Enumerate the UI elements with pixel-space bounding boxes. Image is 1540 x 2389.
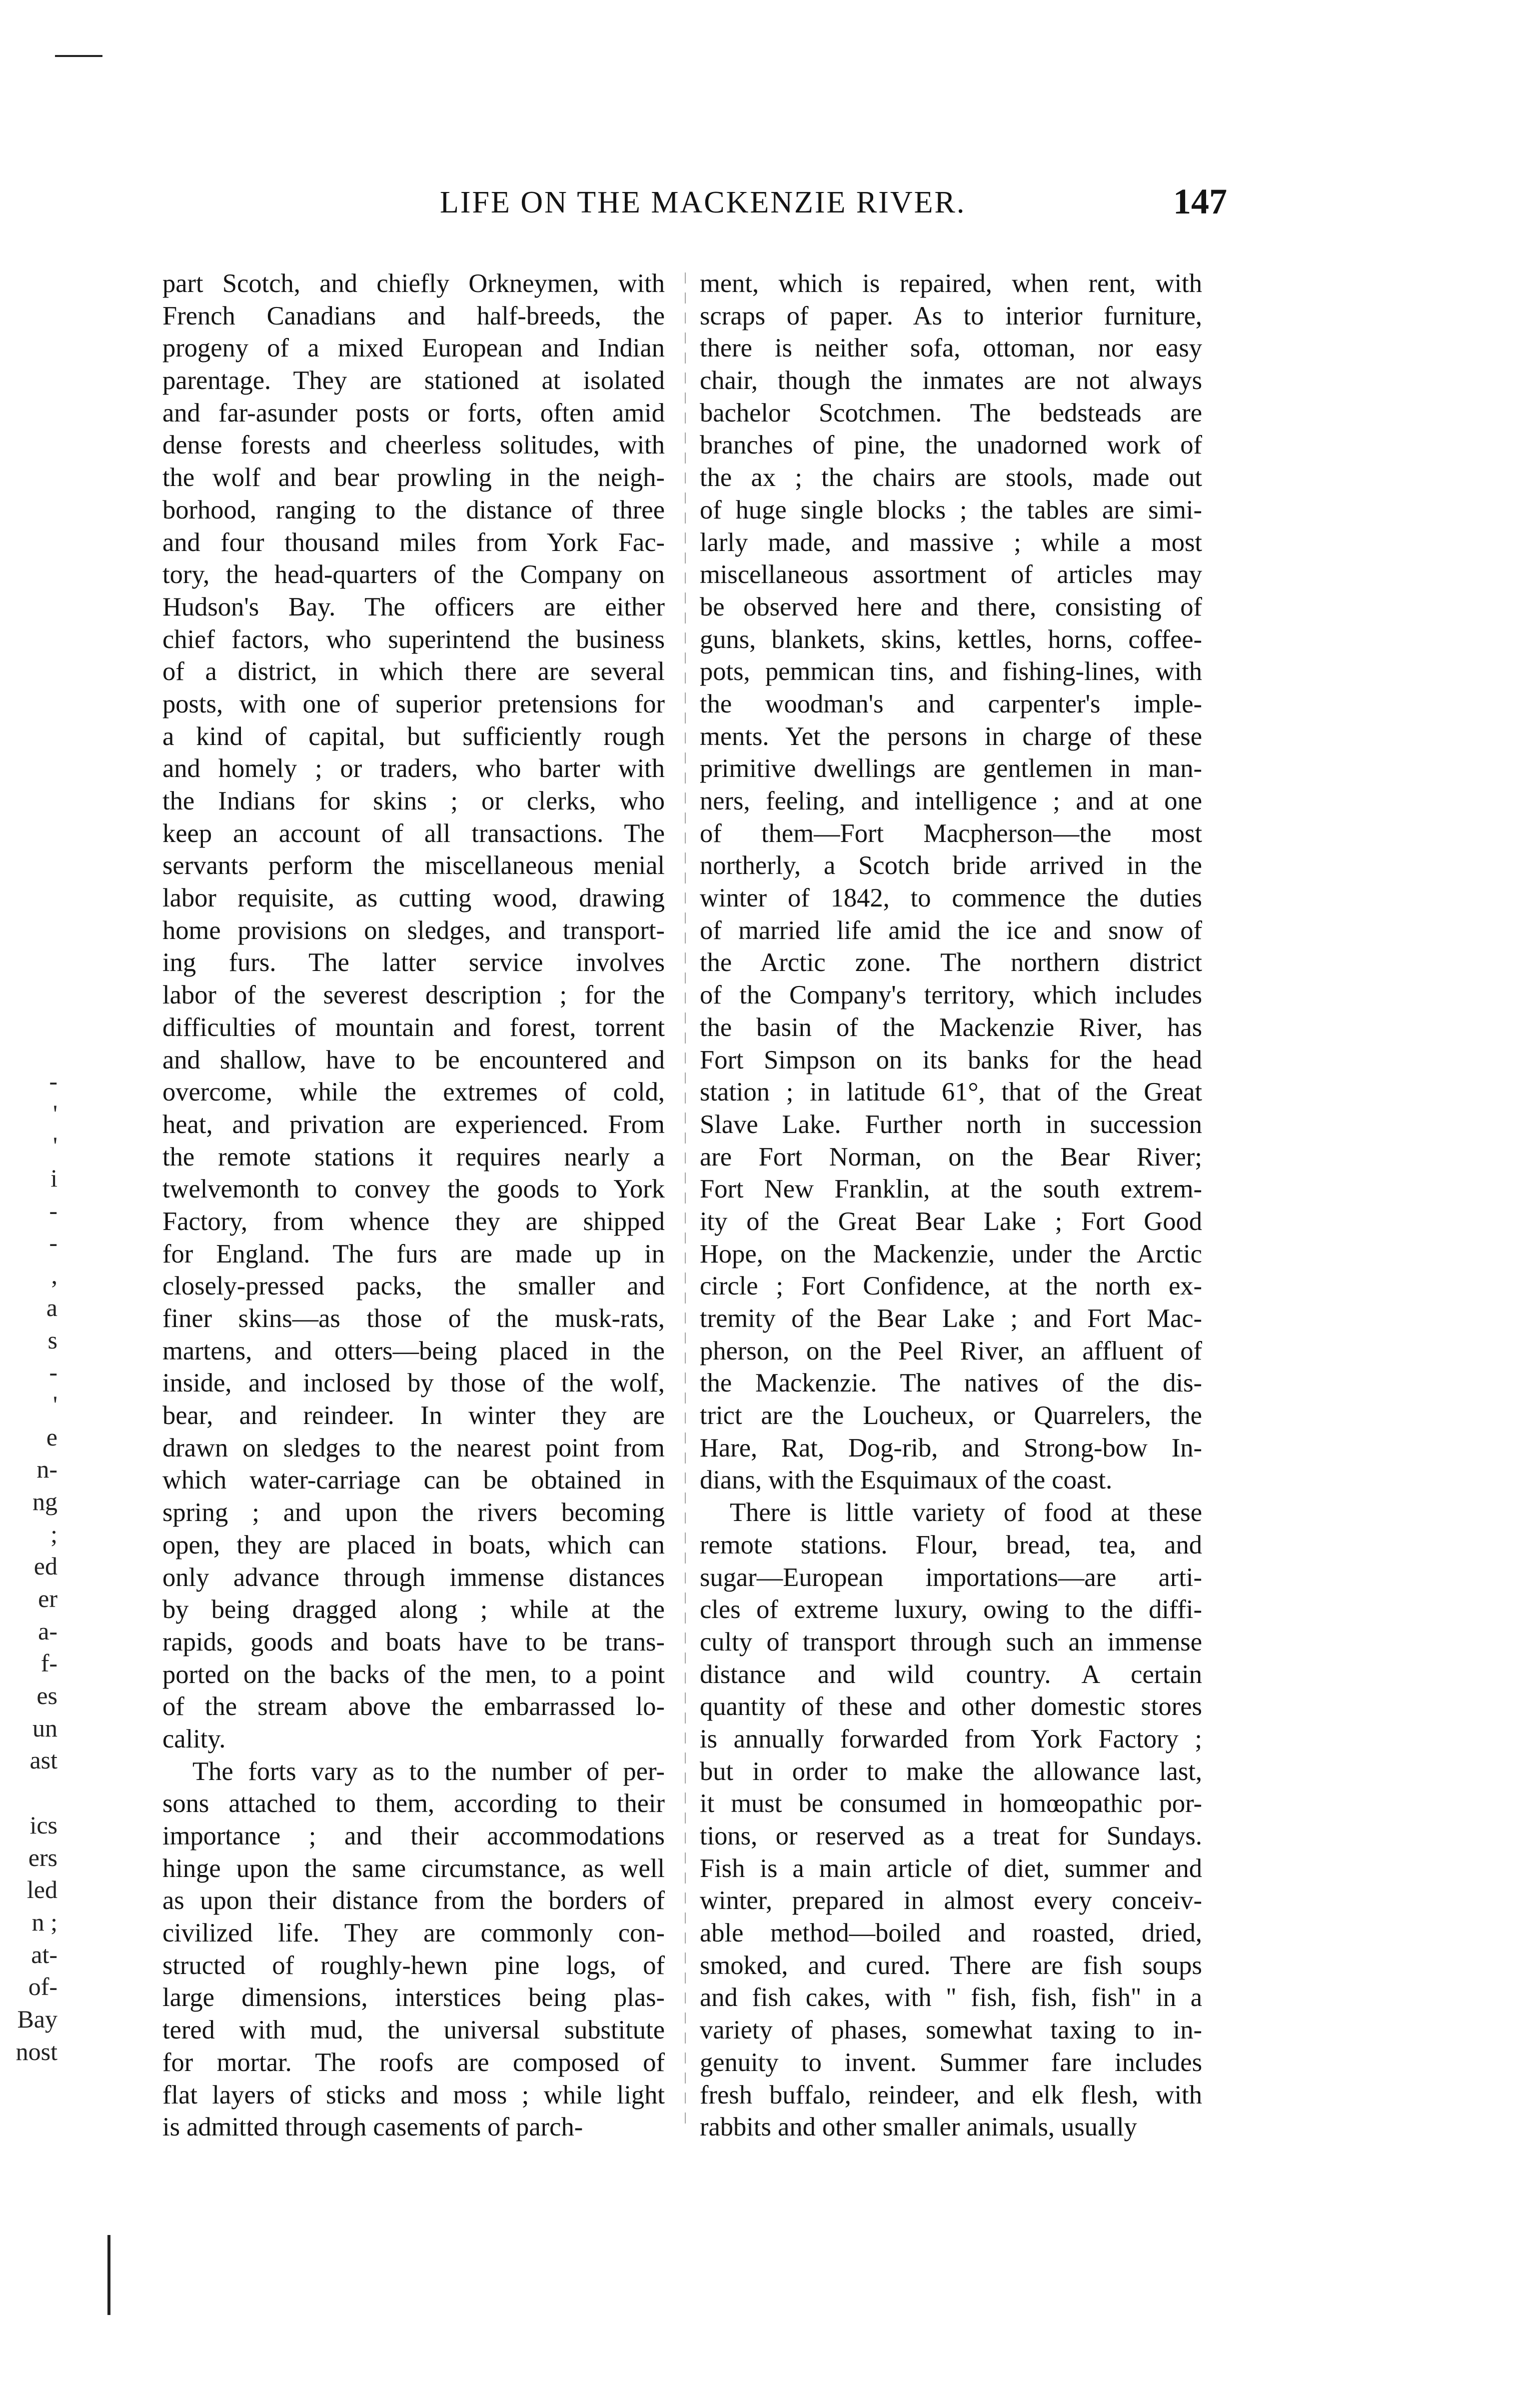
right-column-line: bachelor Scotchmen. The bedsteads are xyxy=(700,398,1202,428)
running-title: LIFE ON THE MACKENZIE RIVER. xyxy=(440,186,966,220)
left-column-line: tered with mud, the universal substitute xyxy=(162,2016,665,2045)
right-column-line: sugar—European importations—are arti- xyxy=(700,1562,1202,1592)
right-column-line: chair, though the inmates are not always xyxy=(700,366,1202,396)
margin-fragment: a- xyxy=(38,1616,57,1645)
margin-fragment: - xyxy=(49,1228,57,1257)
right-column-line: Fort New Franklin, at the south extrem- xyxy=(700,1174,1202,1204)
margin-fragment: nost xyxy=(15,2037,57,2066)
right-column-line: the ax ; the chairs are stools, made out xyxy=(700,463,1202,492)
right-column-line: Hope, on the Mackenzie, under the Arctic xyxy=(700,1239,1202,1268)
column-divider xyxy=(685,272,686,2132)
left-column-line: chief factors, who superintend the business xyxy=(162,624,665,654)
right-column-line: the basin of the Mackenzie River, has xyxy=(700,1012,1202,1042)
left-column-line: only advance through immense distances xyxy=(162,1562,665,1592)
left-column-line: of the stream above the embarrassed lo- xyxy=(162,1692,665,1722)
left-column-line: borhood, ranging to the distance of three xyxy=(162,495,665,524)
right-column-line: there is neither sofa, ottoman, nor easy xyxy=(700,334,1202,363)
right-column-line: branches of pine, the unadorned work of xyxy=(700,430,1202,460)
left-column-line: rapids, goods and boats have to be trans- xyxy=(162,1627,665,1656)
left-column-line: parentage. They are stationed at isolated xyxy=(162,366,665,396)
right-text-column xyxy=(700,268,1202,2144)
left-column-line: is admitted through casements of parch- xyxy=(162,2112,583,2142)
left-column-line: posts, with one of superior pretensions for xyxy=(162,689,665,718)
right-column-line: There is little variety of food at these xyxy=(730,1498,1202,1528)
right-column-line: trict are the Loucheux, or Quarrelers, the xyxy=(700,1401,1202,1430)
right-column-line: tions, or reserved as a treat for Sundays. xyxy=(700,1822,1202,1850)
left-column-line: large dimensions, interstices being plas- xyxy=(162,1983,665,2012)
right-column-line: of huge single blocks ; the tables are simi- xyxy=(700,495,1202,524)
margin-fragment: - xyxy=(49,1067,57,1095)
adjacent-page-margin xyxy=(0,1065,65,2068)
right-column-line: pherson, on the Peel River, an affluent of xyxy=(700,1336,1202,1366)
left-column-line: the Indians for skins ; or clerks, who xyxy=(162,786,665,816)
left-column-line: civilized life. They are commonly con- xyxy=(162,1918,665,1948)
left-column-line: and shallow, have to be encountered and xyxy=(162,1045,665,1074)
left-column-line: which water-carriage can be obtained in xyxy=(162,1466,665,1495)
margin-fragment: ' xyxy=(52,1132,57,1160)
margin-fragment: - xyxy=(49,1358,57,1386)
margin-fragment: es xyxy=(36,1682,57,1710)
left-column-line: Factory, from whence they are shipped xyxy=(162,1206,665,1236)
margin-fragment: e xyxy=(46,1422,57,1451)
right-column-line: quantity of these and other domestic stores xyxy=(700,1692,1202,1722)
right-column-line: larly made, and massive ; while a most xyxy=(700,528,1202,557)
right-column-line: remote stations. Flour, bread, tea, and xyxy=(700,1530,1202,1560)
left-column-line: progeny of a mixed European and Indian xyxy=(162,334,665,363)
margin-fragment xyxy=(0,1776,65,1809)
right-column-line: smoked, and cured. There are fish soups xyxy=(700,1950,1202,1980)
left-column-line: for mortar. The roofs are composed of xyxy=(162,2048,665,2077)
right-column-line: of married life amid the ice and snow of xyxy=(700,916,1202,945)
margin-fragment: a xyxy=(46,1293,57,1322)
right-column-line: Hare, Rat, Dog-rib, and Strong-bow In- xyxy=(700,1433,1202,1462)
left-column-line: open, they are placed in boats, which can xyxy=(162,1530,665,1560)
right-column-line: primitive dwellings are gentlemen in man- xyxy=(700,754,1202,784)
right-column-line: ments. Yet the persons in charge of these xyxy=(700,722,1202,751)
left-column-line: by being dragged along ; while at the xyxy=(162,1595,665,1624)
margin-fragment: er xyxy=(38,1584,57,1612)
right-column-line: and fish cakes, with " fish, fish, fish" in a xyxy=(700,1983,1202,2012)
left-column-line: servants perform the miscellaneous menial xyxy=(162,851,665,880)
margin-fragment: n ; xyxy=(31,1908,57,1936)
left-column-line: a kind of capital, but sufficiently rough xyxy=(162,722,665,751)
right-column-line: Fish is a main article of diet, summer and xyxy=(700,1854,1202,1883)
left-column-line: bear, and reindeer. In winter they are xyxy=(162,1401,665,1430)
left-column-line: of a district, in which there are several xyxy=(162,657,665,686)
left-column-line: French Canadians and half-breeds, the xyxy=(162,301,665,330)
left-column-line: hinge upon the same circumstance, as well xyxy=(162,1854,665,1883)
margin-fragment: ics xyxy=(29,1810,57,1839)
right-column-line: distance and wild country. A certain xyxy=(700,1660,1202,1689)
right-column-line: scraps of paper. As to interior furniture, xyxy=(700,301,1202,330)
left-column-line: martens, and otters—being placed in the xyxy=(162,1336,665,1366)
right-column-line: genuity to invent. Summer fare includes xyxy=(700,2048,1202,2077)
left-column-line: as upon their distance from the borders of xyxy=(162,1886,665,1916)
left-column-line: spring ; and upon the rivers becoming xyxy=(162,1498,665,1528)
right-column-line: ners, feeling, and intelligence ; and at one xyxy=(700,786,1202,816)
left-column-line: tory, the head-quarters of the Company on xyxy=(162,560,665,590)
margin-fragment: i xyxy=(50,1164,57,1192)
right-column-line: the Mackenzie. The natives of the dis- xyxy=(700,1368,1202,1398)
right-column-line: winter of 1842, to commence the duties xyxy=(700,884,1202,913)
margin-fragment: Bay xyxy=(17,2004,57,2033)
right-column-line: pots, pemmican tins, and fishing-lines, with xyxy=(700,657,1202,686)
left-column-line: dense forests and cheerless solitudes, with xyxy=(162,430,665,460)
right-column-line: tremity of the Bear Lake ; and Fort Mac- xyxy=(700,1304,1202,1333)
right-column-line: the Arctic zone. The northern district xyxy=(700,948,1202,978)
left-column-line: and homely ; or traders, who barter with xyxy=(162,754,665,784)
right-column-line: is annually forwarded from York Factory ; xyxy=(700,1724,1202,1754)
right-column-line: circle ; Fort Confidence, at the north ex- xyxy=(700,1272,1202,1301)
left-column-line: finer skins—as those of the musk-rats, xyxy=(162,1304,665,1333)
left-column-line: part Scotch, and chiefly Orkneymen, with xyxy=(162,269,665,298)
left-text-column xyxy=(162,268,665,2144)
left-column-line: drawn on sledges to the nearest point from xyxy=(162,1433,665,1462)
margin-fragment: ng xyxy=(32,1487,57,1516)
margin-fragment: - xyxy=(49,1196,57,1224)
right-column-line: the woodman's and carpenter's imple- xyxy=(700,689,1202,718)
right-column-line: winter, prepared in almost every conceiv- xyxy=(700,1886,1202,1916)
margin-fragment: f- xyxy=(40,1649,57,1678)
right-column-line: able method—boiled and roasted, dried, xyxy=(700,1918,1202,1948)
margin-fragment: led xyxy=(26,1876,57,1904)
margin-fragment: ast xyxy=(29,1746,57,1774)
margin-fragment: of- xyxy=(28,1972,57,2001)
left-column-line: keep an account of all transactions. The xyxy=(162,818,665,848)
left-column-line: labor of the severest description ; for the xyxy=(162,980,665,1010)
margin-fragment: ; xyxy=(50,1520,57,1548)
left-column-line: cality. xyxy=(162,1724,226,1754)
binding-mark-bottom xyxy=(107,2235,110,2315)
left-column-line: heat, and privation are experienced. From xyxy=(162,1110,665,1139)
right-column-line: rabbits and other smaller animals, usually xyxy=(700,2112,1137,2142)
right-column-line: guns, blankets, skins, kettles, horns, coffee- xyxy=(700,624,1202,654)
margin-fragment: ' xyxy=(52,1099,57,1128)
right-column-line: of the Company's territory, which includes xyxy=(700,980,1202,1010)
margin-fragment: s xyxy=(47,1326,57,1354)
left-column-line: twelvemonth to convey the goods to York xyxy=(162,1174,665,1204)
right-column-line: station ; in latitude 61°, that of the Great xyxy=(700,1078,1202,1107)
right-column-line: Fort Simpson on its banks for the head xyxy=(700,1045,1202,1074)
left-column-line: home provisions on sledges, and transport- xyxy=(162,916,665,945)
left-column-line: for England. The furs are made up in xyxy=(162,1239,665,1268)
binding-mark-top xyxy=(55,55,102,57)
left-column-line: The forts vary as to the number of per- xyxy=(192,1756,665,1786)
right-column-line: ity of the Great Bear Lake ; Fort Good xyxy=(700,1206,1202,1236)
right-column-line: be observed here and there, consisting of xyxy=(700,592,1202,622)
margin-fragment: at- xyxy=(31,1940,57,1968)
left-column-line: flat layers of sticks and moss ; while light xyxy=(162,2080,665,2110)
left-column-line: and far-asunder posts or forts, often amid xyxy=(162,398,665,428)
margin-fragment: n- xyxy=(36,1455,57,1484)
left-column-line: overcome, while the extremes of cold, xyxy=(162,1078,665,1107)
right-column-line: are Fort Norman, on the Bear River; xyxy=(700,1142,1202,1172)
left-column-line: the wolf and bear prowling in the neigh- xyxy=(162,463,665,492)
left-column-line: importance ; and their accommodations xyxy=(162,1822,665,1850)
margin-fragment: ers xyxy=(28,1843,57,1872)
margin-fragment: ' xyxy=(52,1390,57,1418)
left-column-line: inside, and inclosed by those of the wolf, xyxy=(162,1368,665,1398)
right-column-line: of them—Fort Macpherson—the most xyxy=(700,818,1202,848)
left-column-line: the remote stations it requires nearly a xyxy=(162,1142,665,1172)
right-column-line: fresh buffalo, reindeer, and elk flesh, with xyxy=(700,2080,1202,2110)
right-column-line: ment, which is repaired, when rent, with xyxy=(700,269,1202,298)
margin-fragment: , xyxy=(51,1261,57,1290)
left-column-line: Hudson's Bay. The officers are either xyxy=(162,592,665,622)
right-column-line: cles of extreme luxury, owing to the diffi- xyxy=(700,1595,1202,1624)
left-column-line: ing furs. The latter service involves xyxy=(162,948,665,978)
right-column-line: culty of transport through such an immense xyxy=(700,1627,1202,1656)
right-column-line: Slave Lake. Further north in succession xyxy=(700,1110,1202,1139)
margin-fragment: ed xyxy=(33,1552,57,1580)
page-header xyxy=(157,182,1227,230)
right-column-line: variety of phases, somewhat taxing to in- xyxy=(700,2016,1202,2045)
right-column-line: dians, with the Esquimaux of the coast. xyxy=(700,1466,1113,1495)
page-number: 147 xyxy=(1173,182,1227,222)
margin-fragment: un xyxy=(32,1714,57,1742)
left-column-line: and four thousand miles from York Fac- xyxy=(162,528,665,557)
left-column-line: difficulties of mountain and forest, torrent xyxy=(162,1012,665,1042)
left-column-line: structed of roughly-hewn pine logs, of xyxy=(162,1950,665,1980)
right-column-line: miscellaneous assortment of articles may xyxy=(700,560,1202,590)
right-column-line: it must be consumed in homœopathic por- xyxy=(700,1789,1202,1818)
left-column-line: labor requisite, as cutting wood, drawing xyxy=(162,884,665,913)
left-column-line: closely-pressed packs, the smaller and xyxy=(162,1272,665,1301)
left-column-line: ported on the backs of the men, to a point xyxy=(162,1660,665,1689)
left-column-line: sons attached to them, according to their xyxy=(162,1789,665,1818)
right-column-line: but in order to make the allowance last, xyxy=(700,1756,1202,1786)
right-column-line: northerly, a Scotch bride arrived in the xyxy=(700,851,1202,880)
